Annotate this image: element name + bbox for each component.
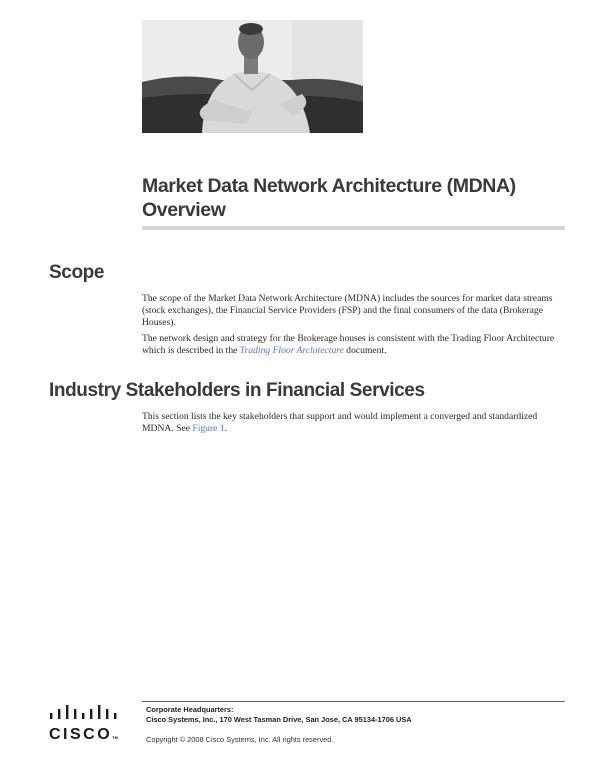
document-title-line-2: Overview: [142, 199, 226, 221]
cisco-logo: [49, 704, 129, 746]
title-divider: [142, 226, 565, 230]
trademark-symbol: TM: [112, 735, 118, 740]
scope-paragraph-2-text-before: The network design and strategy for the Brokerage houses is consistent with the Trading Floor Architecture which is described in the: [142, 333, 555, 356]
stakeholders-paragraph: [142, 411, 566, 435]
headquarters-address: Cisco Systems, Inc., 170 West Tasman Drive, San Jose, CA 95134-1706 USA: [146, 715, 412, 724]
corporate-headquarters: [146, 705, 412, 725]
headquarters-label: Corporate Headquarters:: [146, 705, 234, 714]
document-title: [142, 174, 572, 222]
scope-paragraph-2: [142, 333, 566, 357]
cover-photo: [142, 20, 363, 133]
stakeholders-heading: Industry Stakeholders in Financial Services: [49, 380, 425, 401]
figure-1-link[interactable]: Figure 1: [192, 423, 225, 434]
trading-floor-architecture-link[interactable]: Trading Floor Architecture: [239, 345, 344, 356]
footer-divider: [142, 701, 565, 702]
cisco-wordmark-text: CISCO: [49, 726, 113, 743]
stakeholders-paragraph-text-before: This section lists the key stakeholders that support and would implement a converged and standardized MDNA. See: [142, 411, 538, 434]
copyright-notice: Copyright © 2008 Cisco Systems, Inc. All rights reserved.: [146, 735, 334, 744]
scope-paragraph-2-text-after: document.: [343, 345, 387, 356]
cisco-bridge-icon: [49, 704, 129, 724]
stakeholders-paragraph-text-after: .: [224, 423, 228, 434]
scope-paragraph-1: The scope of the Market Data Network Architecture (MDNA) includes the sources for market data streams (stock exchanges), the Financial Service Providers (FSP) and the final consumers of the data (Brokerage Houses).: [142, 293, 553, 328]
document-title-line-1: Market Data Network Architecture (MDNA): [142, 175, 516, 197]
scope-heading: Scope: [49, 262, 105, 283]
cisco-wordmark: [49, 726, 129, 744]
person-photo-illustration: [142, 20, 363, 133]
